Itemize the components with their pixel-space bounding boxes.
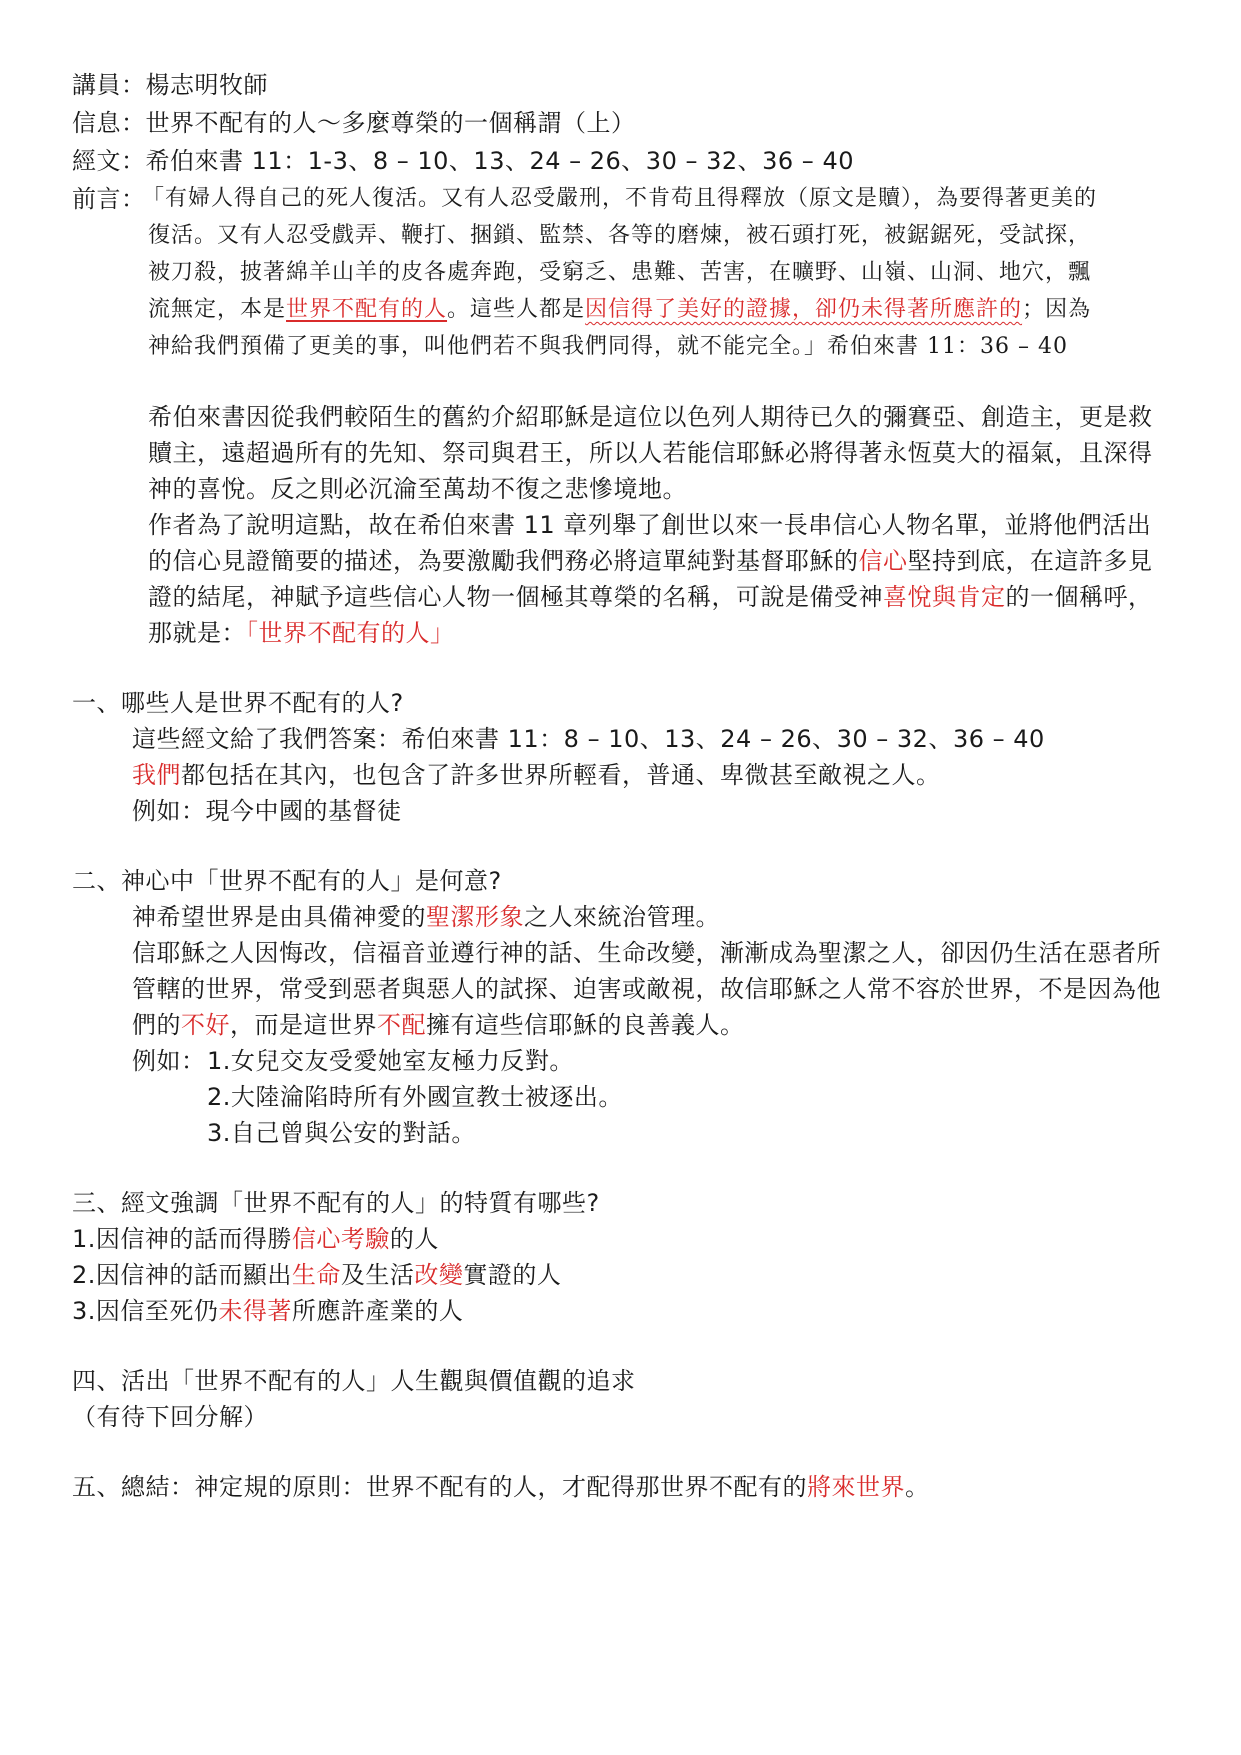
section-4-note: （有待下回分解） bbox=[72, 1403, 268, 1431]
paragraph-text: 2.因信神的話而顯出 bbox=[72, 1261, 292, 1289]
emphasis-we: 我們 bbox=[132, 761, 181, 789]
paragraph-text: 1.因信神的話而得勝 bbox=[72, 1225, 292, 1253]
emphasis-faith: 信心 bbox=[858, 547, 908, 575]
speaker-name: 楊志明牧師 bbox=[145, 71, 268, 99]
emphasis-not-received: 未得著 bbox=[218, 1297, 292, 1325]
section-2-heading: 二、神心中「世界不配有的人」是何意? bbox=[72, 867, 502, 895]
quote-line-5: 神給我們預備了更美的事，叫他們若不與我們同得，就不能完全。」希伯來書 11：36 – 40 bbox=[148, 334, 1068, 359]
intro-paragraph-2-line-1: 作者為了說明這點，故在希伯來書 11 章列舉了創世以來一長串信心人物名單，並將他們活出 bbox=[148, 511, 1152, 539]
message-title: 世界不配有的人～多麼尊榮的一個稱謂（上） bbox=[145, 109, 636, 137]
message-label: 信息： bbox=[72, 109, 146, 137]
quote-line-1: 「有婦人得自己的死人復活。又有人忍受嚴刑，不肯苟且得釋放（原文是贖），為要得著更美的 bbox=[142, 186, 1098, 211]
quote-line-3: 被刀殺，披著綿羊山羊的皮各處奔跑，受窮乏、患難、苦害，在曠野、山嶺、山洞、地穴，飄 bbox=[148, 260, 1092, 285]
paragraph-text: 3.因信至死仍 bbox=[72, 1297, 219, 1325]
paragraph-text: 所應許產業的人 bbox=[291, 1297, 464, 1325]
intro-paragraph-1-line-3: 神的喜悅。反之則必沉淪至萬劫不復之悲慘境地。 bbox=[148, 475, 687, 503]
section-2-example-3: 3.自己曾與公安的對話。 bbox=[207, 1119, 476, 1147]
paragraph-text: 們的 bbox=[132, 1011, 181, 1039]
paragraph-text: 堅持到底，在這許多見 bbox=[907, 547, 1153, 575]
paragraph-text: 擁有這些信耶穌的良善義人。 bbox=[426, 1011, 745, 1039]
intro-paragraph-2-line-4 bbox=[148, 616, 455, 650]
section-4-heading: 四、活出「世界不配有的人」人生觀與價值觀的追求 bbox=[72, 1367, 636, 1395]
emphasis-holy-image: 聖潔形象 bbox=[426, 903, 524, 931]
message-line bbox=[72, 106, 636, 140]
quote-line-2: 復活。又有人忍受戲弄、鞭打、捆鎖、監禁、各等的磨煉，被石頭打死，被鋸鋸死，受試探， bbox=[148, 223, 1092, 248]
quote-text: 。這些人都是 bbox=[447, 297, 586, 322]
quote-line-4 bbox=[148, 293, 1091, 327]
quote-emphasis-promise: 因信得了美好的證據，卻仍未得著所應許的 bbox=[585, 297, 1023, 322]
emphasis-title: 「世界不配有的人」 bbox=[246, 619, 455, 647]
paragraph-text: 的人 bbox=[389, 1225, 439, 1253]
emphasis-future-world: 將來世界 bbox=[807, 1473, 905, 1501]
intro-paragraph-1-line-2: 贖主，遠超過所有的先知、祭司與君王，所以人若能信耶穌必將得著永恆莫大的福氣，且深得 bbox=[148, 439, 1153, 467]
intro-paragraph-1-line-1: 希伯來書因從我們較陌生的舊約介紹耶穌是這位以色列人期待已久的彌賽亞、創造主，更是救 bbox=[148, 403, 1153, 431]
section-2-line-2: 信耶穌之人因悔改，信福音並遵行神的話、生命改變，漸漸成為聖潔之人，卻因仍生活在惡者所 bbox=[132, 939, 1161, 967]
quote-emphasis-unworthy: 世界不配有的人 bbox=[286, 297, 448, 322]
emphasis-pleasure: 喜悅與肯定 bbox=[883, 583, 1006, 611]
section-1-heading: 一、哪些人是世界不配有的人? bbox=[72, 689, 404, 717]
paragraph-text: 及生活 bbox=[340, 1261, 415, 1289]
section-1-line-2 bbox=[132, 758, 941, 792]
section-5-summary bbox=[72, 1470, 930, 1504]
section-3-item-2 bbox=[72, 1258, 561, 1292]
speaker-label: 講員： bbox=[72, 71, 146, 99]
section-2-example-label: 例如： bbox=[132, 1047, 206, 1075]
section-1-line-3: 例如：現今中國的基督徒 bbox=[132, 797, 402, 825]
intro-paragraph-2-line-3 bbox=[148, 580, 1153, 614]
emphasis-faith-test: 信心考驗 bbox=[291, 1225, 390, 1253]
emphasis-not-worthy: 不配 bbox=[377, 1011, 426, 1039]
paragraph-text: 的一個稱呼， bbox=[1005, 583, 1153, 611]
paragraph-text: 實證的人 bbox=[463, 1261, 562, 1289]
section-2-line-4 bbox=[132, 1008, 745, 1042]
section-3-heading: 三、經文強調「世界不配有的人」的特質有哪些? bbox=[72, 1189, 600, 1217]
paragraph-text: 證的結尾，神賦予這些信心人物一個極其尊榮的名稱，可說是備受神 bbox=[148, 583, 883, 611]
paragraph-text: 五、總結：神定規的原則：世界不配有的人，才配得那世界不配有的 bbox=[72, 1473, 807, 1501]
emphasis-life: 生命 bbox=[291, 1261, 341, 1289]
section-2-line-1 bbox=[132, 900, 720, 934]
scripture-ref: 希伯來書 11：1-3、8 – 10、13、24 – 26、30 – 32、36 – 40 bbox=[145, 147, 854, 175]
scripture-label: 經文： bbox=[72, 147, 146, 175]
section-1-line-1: 這些經文給了我們答案：希伯來書 11：8 – 10、13、24 – 26、30 – 32、36 – 40 bbox=[132, 725, 1045, 753]
paragraph-text: 神希望世界是由具備神愛的 bbox=[132, 903, 426, 931]
quote-text: 流無定，本是 bbox=[148, 297, 287, 322]
paragraph-text: 。 bbox=[905, 1473, 930, 1501]
paragraph-text: 那就是： bbox=[148, 619, 246, 647]
intro-paragraph-2-line-2 bbox=[148, 544, 1153, 578]
section-3-item-3 bbox=[72, 1294, 463, 1328]
section-2-example-1: 1.女兒交友受愛她室友極力反對。 bbox=[207, 1047, 574, 1075]
emphasis-not-good: 不好 bbox=[181, 1011, 230, 1039]
section-2-line-3: 管轄的世界，常受到惡者與惡人的試探、迫害或敵視，故信耶穌之人常不容於世界，不是因為他 bbox=[132, 975, 1161, 1003]
section-3-item-1 bbox=[72, 1222, 439, 1256]
paragraph-text: 之人來統治管理。 bbox=[524, 903, 720, 931]
scripture-line bbox=[72, 144, 854, 178]
quote-text: ；因為 bbox=[1022, 297, 1092, 322]
emphasis-change: 改變 bbox=[414, 1261, 464, 1289]
speaker-line bbox=[72, 68, 268, 102]
section-2-example-2: 2.大陸淪陷時所有外國宣教士被逐出。 bbox=[207, 1083, 623, 1111]
paragraph-text: 都包括在其內，也包含了許多世界所輕看，普通、卑微甚至敵視之人。 bbox=[181, 761, 941, 789]
paragraph-text: ，而是這世界 bbox=[230, 1011, 377, 1039]
intro-label: 前言： bbox=[72, 185, 146, 213]
paragraph-text: 的信心見證簡要的描述，為要激勵我們務必將這單純對基督耶穌的 bbox=[148, 547, 859, 575]
